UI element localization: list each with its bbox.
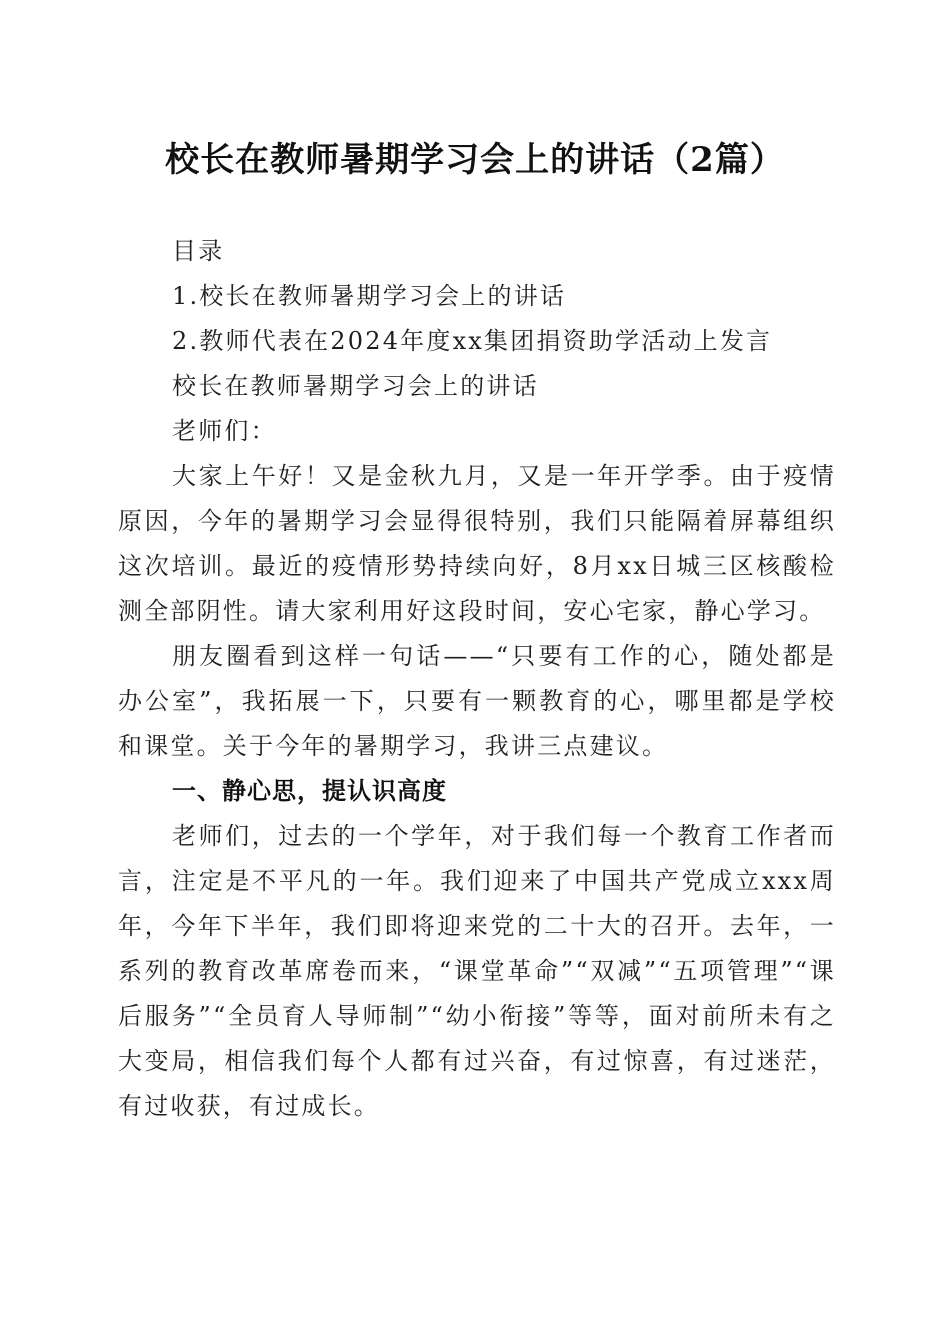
toc-item: 1.校长在教师暑期学习会上的讲话 — [172, 282, 567, 310]
paragraph: 老师们，过去的一个学年，对于我们每一个教育工作者而言，注定是不平凡的一年。我们迎来了中国共产党成立xxx周年，今年下半年，我们即将迎来党的二十大的召开。去年，一系列的教育改革席卷而来，“课堂革命”“双减”“五项管理”“课后服务”“全员育人导师制”“幼小衔接”等等，面对前所未有之大变局，相信我们每个人都有过兴奋，有过惊喜，有过迷茫，有过收获，有过成长。 — [118, 822, 836, 1120]
toc-item: 2.教师代表在2024年度xx集团捐资助学活动上发言 — [172, 327, 773, 355]
document-title: 校长在教师暑期学习会上的讲话（2篇） — [165, 140, 785, 180]
toc-label: 目录 — [172, 237, 225, 265]
paragraph: 朋友圈看到这样一句话——“只要有工作的心，随处都是办公室”，我拓展一下，只要有一颗教育的心，哪里都是学校和课堂。关于今年的暑期学习，我讲三点建议。 — [118, 642, 836, 760]
section-title: 校长在教师暑期学习会上的讲话 — [172, 372, 539, 400]
paragraph: 大家上午好！又是金秋九月，又是一年开学季。由于疫情原因，今年的暑期学习会显得很特别，我们只能隔着屏幕组织这次培训。最近的疫情形势持续向好，8月xx日城三区核酸检测全部阴性。请大家利用好这段时间，安心宅家，静心学习。 — [118, 462, 836, 625]
document-body — [118, 229, 836, 1129]
section-heading: 一、静心思，提认识高度 — [172, 777, 447, 805]
salutation: 老师们： — [172, 417, 277, 445]
